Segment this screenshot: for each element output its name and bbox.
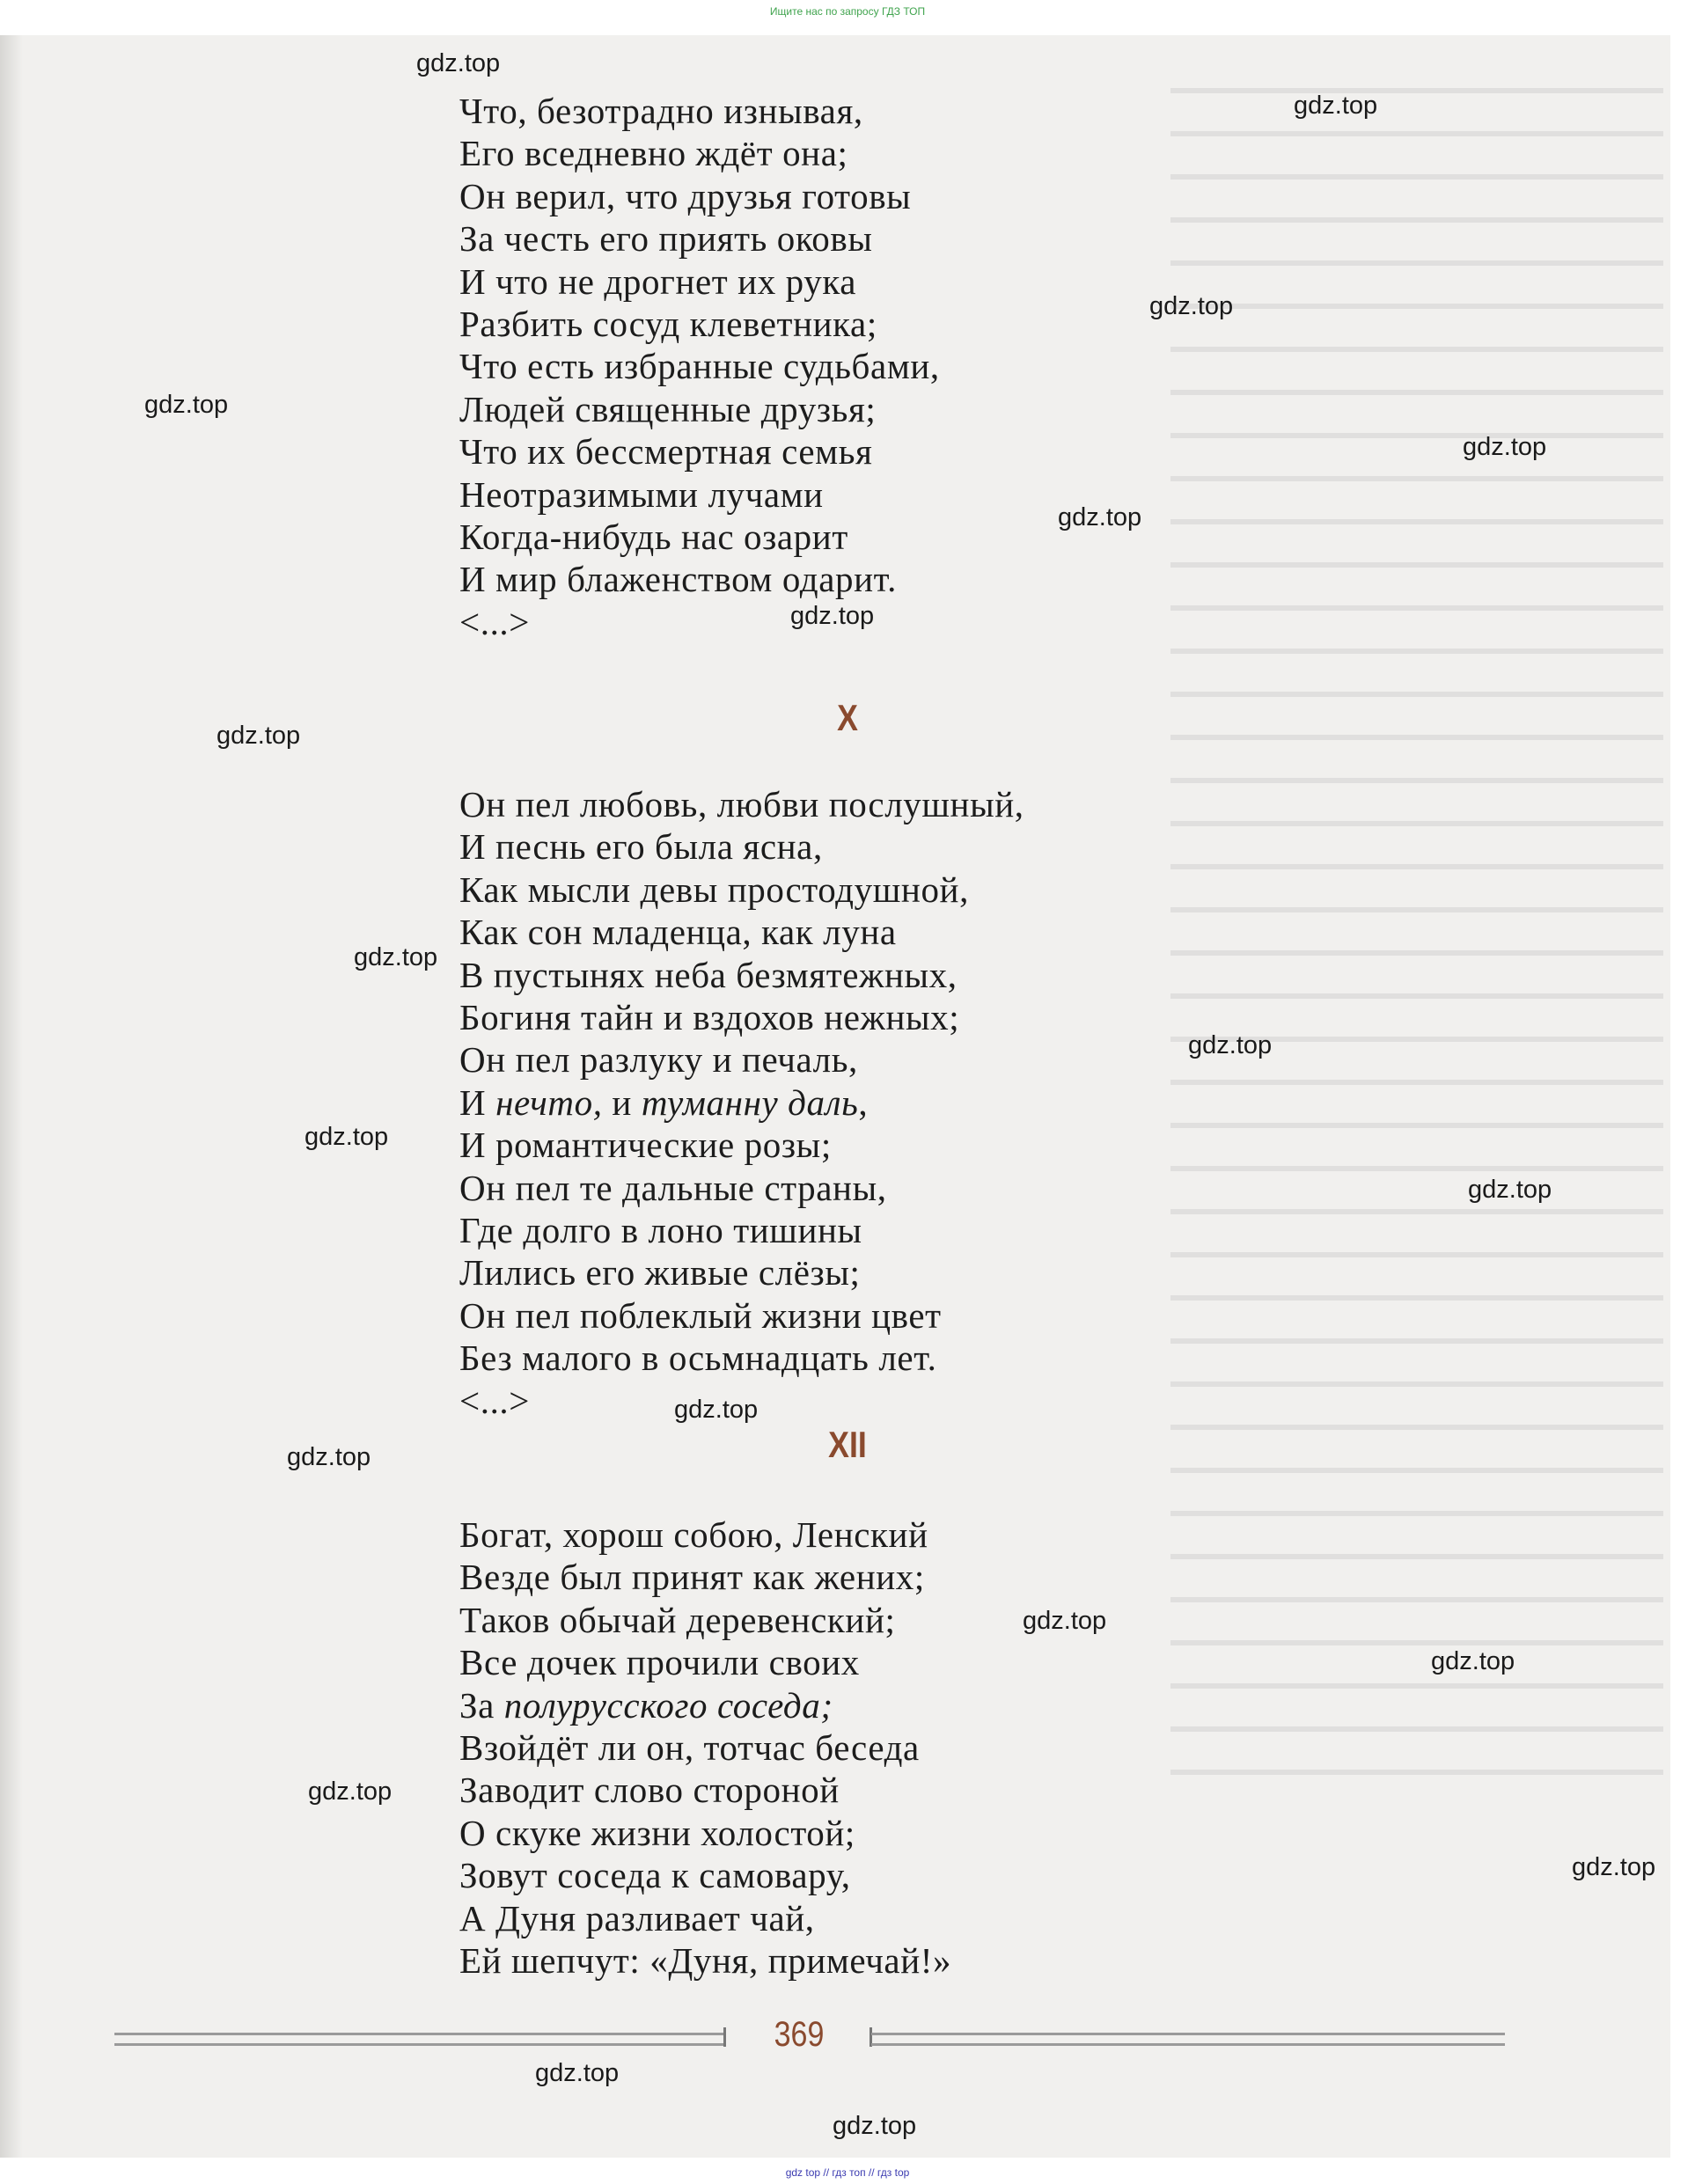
header-search-link[interactable]: Ищите нас по запросу ГДЗ ТОП [769, 5, 926, 18]
poem-line: Взойдёт ли он, тотчас беседа [459, 1727, 920, 1769]
poem-line: Что, безотрадно изнывая, [459, 91, 863, 131]
poem-line: Все дочек прочили своих [459, 1642, 860, 1683]
poem-line: Когда-нибудь нас озарит [459, 517, 848, 558]
watermark: gdz.top [833, 2112, 917, 2140]
poem-line: Он пел разлуку и печаль, [459, 1039, 858, 1081]
poem-line: Везде был принят как жених; [459, 1557, 925, 1598]
poem-ellipsis: <...> [459, 601, 530, 642]
watermark: gdz.top [1149, 292, 1234, 320]
poem-line: Он верил, что друзья готовы [459, 175, 912, 216]
poem-line: И что не дрогнет их рука [459, 260, 857, 302]
poem-line: Без малого в осьмнадцать лет. [459, 1338, 937, 1379]
poem-line: О скуке жизни холостой; [459, 1812, 855, 1853]
poem-line: Его вседневно ждёт она; [459, 133, 848, 174]
watermark: gdz.top [1294, 92, 1378, 120]
poem-line: Зовут соседа к самовару, [459, 1855, 851, 1896]
italic-run: полурусского соседа; [503, 1684, 833, 1726]
poem-line: Богиня тайн и вздохов нежных; [459, 997, 960, 1038]
footer-rule-left [114, 2033, 726, 2046]
italic-run: нечто, [495, 1081, 603, 1123]
poem-line-italic-mix [459, 1081, 1322, 1124]
poem-line: Таков обычай деревенский; [459, 1599, 896, 1640]
stanza-heading-xii: XII [828, 1424, 867, 1465]
footer-rule-right [871, 2033, 1505, 2046]
poem-line: Он пел любовь, любви послушный, [459, 784, 1024, 824]
text-run: И [459, 1081, 496, 1123]
watermark: gdz.top [1572, 1853, 1656, 1881]
poem-ellipsis: <...> [459, 1380, 530, 1421]
stanza-heading-x: X [837, 697, 858, 738]
poem-line: И романтические розы; [459, 1125, 832, 1166]
poem-line: А Дуня разливает чай, [459, 1897, 815, 1938]
poem-line: Богат, хорош собою, Ленский [459, 1514, 928, 1555]
footer-rule-tick [723, 2027, 726, 2047]
poem-line-italic-mix [459, 1684, 1322, 1726]
watermark: gdz.top [287, 1443, 371, 1471]
watermark: gdz.top [1431, 1647, 1515, 1675]
italic-run: туманну даль [641, 1081, 859, 1123]
poem-line: Заводит слово стороной [459, 1770, 840, 1811]
text-run: За [459, 1684, 504, 1726]
watermark: gdz.top [308, 1777, 393, 1806]
poem-line: Он пел поблеклый жизни цвет [459, 1294, 942, 1336]
watermark: gdz.top [1188, 1031, 1273, 1059]
watermark: gdz.top [216, 722, 301, 750]
poem-line: За честь его приять оковы [459, 218, 873, 260]
poem-line: Лились его живые слёзы; [459, 1252, 861, 1294]
watermark: gdz.top [790, 602, 875, 630]
text-run: , [858, 1081, 869, 1123]
right-margin [1670, 0, 1695, 2184]
watermark: gdz.top [354, 943, 438, 971]
poem-line: Ей шепчут: «Дуня, примечай!» [459, 1940, 952, 1982]
poem-line: Что их бессмертная семья [459, 431, 873, 473]
poem-line: Что есть избранные судьбами, [459, 346, 940, 387]
poem-line: Неотразимыми лучами [459, 473, 824, 515]
poem-line: И песнь его была ясна, [459, 826, 823, 868]
poem-line: Он пел те дальные страны, [459, 1167, 887, 1208]
poem-line: В пустынях неба безмятежных, [459, 954, 958, 995]
watermark: gdz.top [1058, 503, 1142, 531]
stanza-x [459, 783, 1322, 1422]
poem-line: И мир блаженством одарит. [459, 559, 897, 600]
poem-line: Разбить сосуд клеветника; [459, 304, 877, 345]
watermark: gdz.top [416, 49, 501, 77]
footer-links[interactable]: gdz top // гдз топ // гдз top [785, 2166, 910, 2179]
watermark: gdz.top [1463, 433, 1547, 461]
watermark: gdz.top [535, 2059, 620, 2087]
text-run: и [602, 1081, 642, 1123]
watermark: gdz.top [1023, 1607, 1107, 1635]
stanza-xii [459, 1513, 1322, 1982]
page-number: 369 [774, 2015, 825, 2054]
poem-line: Как мысли девы простодушной, [459, 868, 969, 910]
stanza-ix-tail [459, 90, 1322, 643]
page-gutter-shadow [0, 35, 23, 2165]
watermark: gdz.top [144, 391, 229, 419]
poem-line: Как сон младенца, как луна [459, 912, 897, 953]
watermark: gdz.top [1468, 1176, 1552, 1204]
watermark: gdz.top [674, 1396, 759, 1424]
watermark: gdz.top [305, 1123, 389, 1151]
poem-line: Где долго в лоно тишины [459, 1210, 862, 1251]
poem-line: Людей священные друзья; [459, 388, 877, 429]
